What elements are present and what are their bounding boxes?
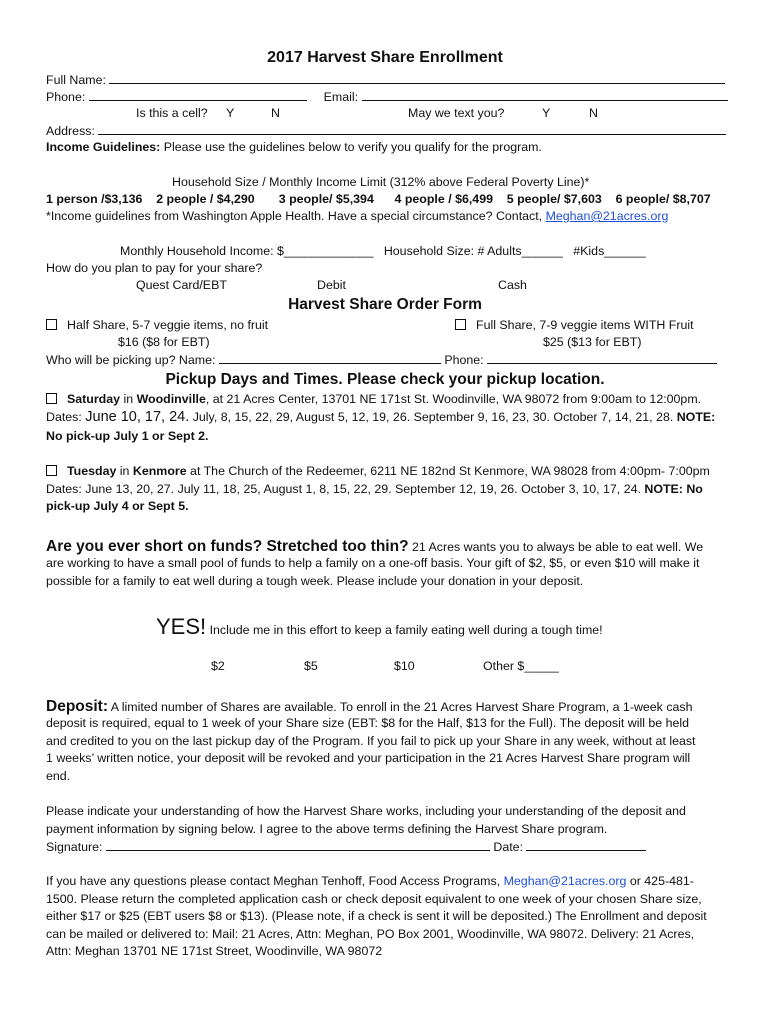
address-field[interactable] [98, 123, 726, 135]
deposit-text-3: and credited to you on the last pickup day of the Program. If you fail to pick up your Share in any week, without at least [46, 734, 696, 748]
phone-field[interactable] [89, 89, 307, 101]
page-title: 2017 Harvest Share Enrollment [267, 49, 503, 66]
monthly-income-line: Monthly Household Income: $_____________ Household Size: # Adults______ #Kids______ [120, 244, 646, 258]
donation-10[interactable]: $10 [394, 659, 415, 673]
tuesday-note: pick-up July 4 or Sept 5. [46, 499, 189, 513]
text-question: May we text you? [408, 106, 505, 120]
pay-option-cash[interactable]: Cash [498, 278, 527, 292]
donation-2[interactable]: $2 [211, 659, 225, 673]
date-field[interactable] [526, 839, 646, 851]
saturday-dates-rest: July, 8, 15, 22, 29, August 5, 12, 19, 26. September 9, 16, 23, 30. October 7, 14, 21, 28. [189, 410, 677, 424]
agreement-text-1: Please indicate your understanding of how the Harvest Share works, including your understanding of the deposit and [46, 804, 686, 818]
pickup-person-row [46, 352, 717, 368]
footer-text-4: can be mailed or delivered to: Mail: 21 Acres, Attn: Meghan, PO Box 2001, Woodinville, WA 98072. Delivery: 21 Acres, [46, 927, 695, 941]
text-yes-option[interactable]: Y [542, 106, 551, 120]
signature-label: Signature: [46, 840, 106, 854]
cell-question: Is this a cell? [136, 106, 208, 120]
pickup-name-label: Who will be picking up? Name: [46, 353, 219, 367]
saturday-text: , at 21 Acres Center, 13701 NE 171st St. Woodinville, WA 98072 from 9:00am to 12:00pm. [205, 392, 702, 406]
footer-text-3: either $17 or $25 (EBT users $8 or $13). (Please note, if a check is sent it will be deposited.) The Enrollment and deposit [46, 909, 707, 923]
footer-text-2: 1500. Please return the completed application cash or check deposit equivalent to one week of your chosen Share size, [46, 892, 702, 906]
date-label: Date: [493, 840, 527, 854]
footer-text-1 [46, 874, 694, 889]
deposit-text-1: A limited number of Shares are available. To enroll in the 21 Acres Harvest Share Program, a 1-week cash [108, 700, 693, 714]
tuesday-text: at The Church of the Redeemer, 6211 NE 182nd St Kenmore, WA 98028 from 4:00pm- 7:00pm [186, 464, 710, 478]
funds-text-1: 21 Acres wants you to always be able to eat well. We [408, 540, 704, 554]
funds-question: Are you ever short on funds? Stretched too thin? [46, 538, 409, 555]
pay-option-ebt[interactable]: Quest Card/EBT [136, 278, 227, 292]
tuesday-dates [46, 482, 703, 497]
saturday-city: Woodinville [136, 392, 206, 406]
footer-text-1b: or 425-481- [626, 874, 694, 888]
income-table-header: Household Size / Monthly Income Limit (312% above Federal Poverty Line)* [172, 175, 590, 189]
cell-no-option[interactable]: N [271, 106, 280, 120]
income-guidelines-label: Income Guidelines: [46, 140, 161, 154]
funds-intro [46, 537, 703, 557]
full-name-label: Full Name: [46, 73, 106, 87]
half-share-option[interactable] [46, 318, 268, 333]
pay-option-debit[interactable]: Debit [317, 278, 346, 292]
deposit-text-5: end. [46, 769, 71, 783]
saturday-option[interactable] [46, 392, 701, 407]
saturday-dates-label: Dates: [46, 410, 86, 424]
tuesday-city: Kenmore [132, 464, 187, 478]
yes-donation-line [156, 614, 603, 643]
saturday-checkbox[interactable] [46, 393, 57, 404]
half-share-price: $16 ($8 for EBT) [118, 335, 210, 349]
email-field[interactable] [362, 89, 728, 101]
half-share-label: Half Share, 5-7 veggie items, no fruit [67, 318, 269, 332]
contact-email-link[interactable]: Meghan@21acres.org [545, 209, 669, 223]
yes-text: Include me in this effort to keep a family eating well during a tough time! [206, 623, 603, 637]
signature-row [46, 839, 646, 855]
income-guidelines [46, 140, 542, 155]
deposit-intro [46, 697, 693, 717]
phone-label: Phone: [46, 90, 86, 104]
deposit-text-4: 1 weeks’ written notice, your deposit will be revoked and your participation in the 21 Acres Harvest Share program will [46, 751, 691, 765]
tuesday-checkbox[interactable] [46, 465, 57, 476]
pickup-name-field[interactable] [219, 352, 441, 364]
donation-other[interactable]: Other $_____ [483, 659, 559, 673]
full-name-row [46, 72, 725, 88]
footer-text-5: Attn: Meghan 13701 NE 171st Street, Woodinville, WA 98072 [46, 944, 383, 958]
yes-label: YES! [156, 614, 207, 639]
saturday-in: in [120, 392, 137, 406]
footer-email-link[interactable]: Meghan@21acres.org [503, 874, 627, 888]
agreement-text-2: payment information by signing below. I agree to the above terms defining the Harvest Share program. [46, 822, 608, 836]
income-limits: 1 person /$3,136 2 people / $4,290 3 people/ $5,394 4 people / $6,499 5 people/ $7,603 6 people/ $8,707 [46, 192, 711, 206]
signature-field[interactable] [106, 839, 490, 851]
deposit-label: Deposit: [46, 698, 108, 715]
tuesday-in: in [116, 464, 133, 478]
funds-text-2: are working to have a small pool of funds to help a family on a one-off basis. Your gift of $2, $5, or even $10 will make it [46, 556, 700, 570]
saturday-note-label: NOTE: [676, 410, 716, 424]
cell-yes-option[interactable]: Y [226, 106, 235, 120]
full-share-label: Full Share, 7-9 veggie items WITH Fruit [476, 318, 694, 332]
pickup-phone-label: Phone: [444, 353, 488, 367]
deposit-text-2: deposit is required, equal to 1 week of your Share size (EBT: $8 for the Half, $13 for the Full). The deposit will be held [46, 716, 690, 730]
tuesday-day: Tuesday [67, 464, 117, 478]
full-share-option[interactable] [455, 318, 694, 333]
saturday-day: Saturday [67, 392, 121, 406]
income-footnote-text: *Income guidelines from Washington Apple Health. Have a special circumstance? Contact, [46, 209, 546, 223]
tuesday-dates-text: Dates: June 13, 20, 27. July 11, 18, 25, August 1, 8, 15, 22, 29. September 12, 19, 26. October 3, 10, 17, 24. [46, 482, 645, 496]
saturday-dates [46, 410, 715, 425]
full-share-price: $25 ($13 for EBT) [543, 335, 642, 349]
phone-email-row [46, 89, 728, 105]
pickup-title: Pickup Days and Times. Please check your pickup location. [165, 371, 605, 388]
income-footnote [46, 209, 668, 224]
address-row [46, 123, 726, 139]
funds-text-3: possible for a family to eat well during a tough week. Please include your donation in your deposit. [46, 574, 584, 588]
tuesday-note-label: NOTE: No [644, 482, 703, 496]
saturday-note: No pick-up July 1 or Sept 2. [46, 429, 209, 443]
full-share-checkbox[interactable] [455, 319, 466, 330]
pickup-phone-field[interactable] [487, 352, 717, 364]
full-name-field[interactable] [109, 72, 725, 84]
income-guidelines-text: Please use the guidelines below to verify you qualify for the program. [163, 140, 542, 154]
order-form-title: Harvest Share Order Form [288, 296, 482, 313]
pay-question: How do you plan to pay for your share? [46, 261, 263, 275]
address-label: Address: [46, 124, 95, 138]
footer-text-1a: If you have any questions please contact Meghan Tenhoff, Food Access Programs, [46, 874, 504, 888]
saturday-dates-june: June 10, 17, 24. [85, 409, 190, 425]
donation-5[interactable]: $5 [304, 659, 318, 673]
email-label: Email: [323, 90, 359, 104]
tuesday-option[interactable] [46, 464, 710, 479]
half-share-checkbox[interactable] [46, 319, 57, 330]
text-no-option[interactable]: N [589, 106, 598, 120]
